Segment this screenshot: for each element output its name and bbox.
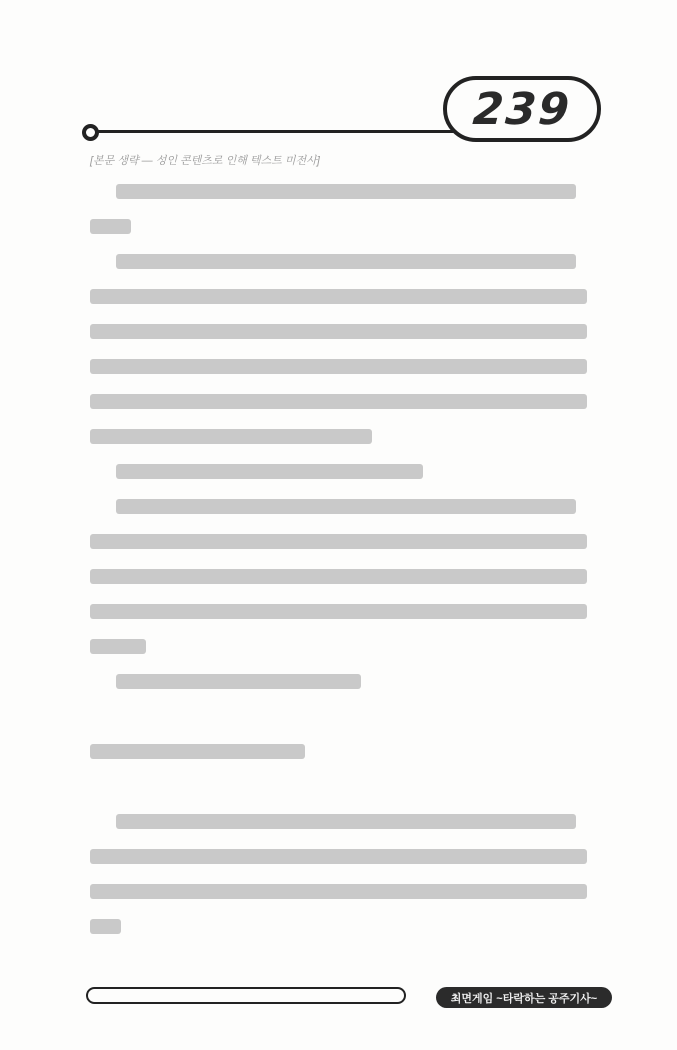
redacted-paragraph: [90, 174, 602, 244]
header-rule-line: [96, 130, 466, 133]
footer-ornament-pill: [86, 987, 406, 1004]
redacted-text-line: [90, 909, 602, 944]
redacted-paragraph: [90, 244, 602, 454]
body-text-block: [90, 152, 602, 944]
redacted-text-line: [90, 384, 602, 419]
redacted-text-line: [90, 664, 602, 699]
body-paragraphs: [90, 174, 602, 944]
redacted-text-line: [90, 839, 602, 874]
redacted-text-line: [90, 349, 602, 384]
book-title: 최면게임 ~타락하는 공주기사~: [450, 992, 598, 1005]
redacted-text-line: [90, 804, 602, 839]
page-number-badge: [443, 76, 601, 142]
redacted-text-line: [90, 559, 602, 594]
redacted-text-line: [90, 314, 602, 349]
redacted-text-line: [90, 419, 602, 454]
redacted-text-line: [90, 874, 602, 909]
redacted-paragraph: [90, 734, 602, 769]
redacted-text-line: [90, 629, 602, 664]
page-number: 239: [471, 83, 573, 135]
paragraph-gap: [90, 769, 602, 804]
redacted-text-line: [90, 454, 602, 489]
redacted-text-line: [90, 489, 602, 524]
redacted-paragraph: [90, 804, 602, 944]
redacted-text-line: [90, 524, 602, 559]
redacted-text-line: [90, 734, 602, 769]
page-footer: [0, 980, 677, 1050]
redacted-text-line: [90, 209, 602, 244]
redacted-paragraph: [90, 489, 602, 664]
paragraph-gap: [90, 699, 602, 734]
redaction-notice: [본문 생략 — 성인 콘텐츠로 인해 텍스트 미전사]: [90, 155, 320, 167]
redacted-paragraph: [90, 454, 602, 489]
page-header: [0, 0, 677, 150]
redacted-text-line: [90, 174, 602, 209]
redacted-paragraph: [90, 664, 602, 699]
redacted-text-line: [90, 594, 602, 629]
footer-title-plate: [436, 987, 612, 1008]
redacted-text-line: [90, 279, 602, 314]
redacted-text-line: [90, 244, 602, 279]
